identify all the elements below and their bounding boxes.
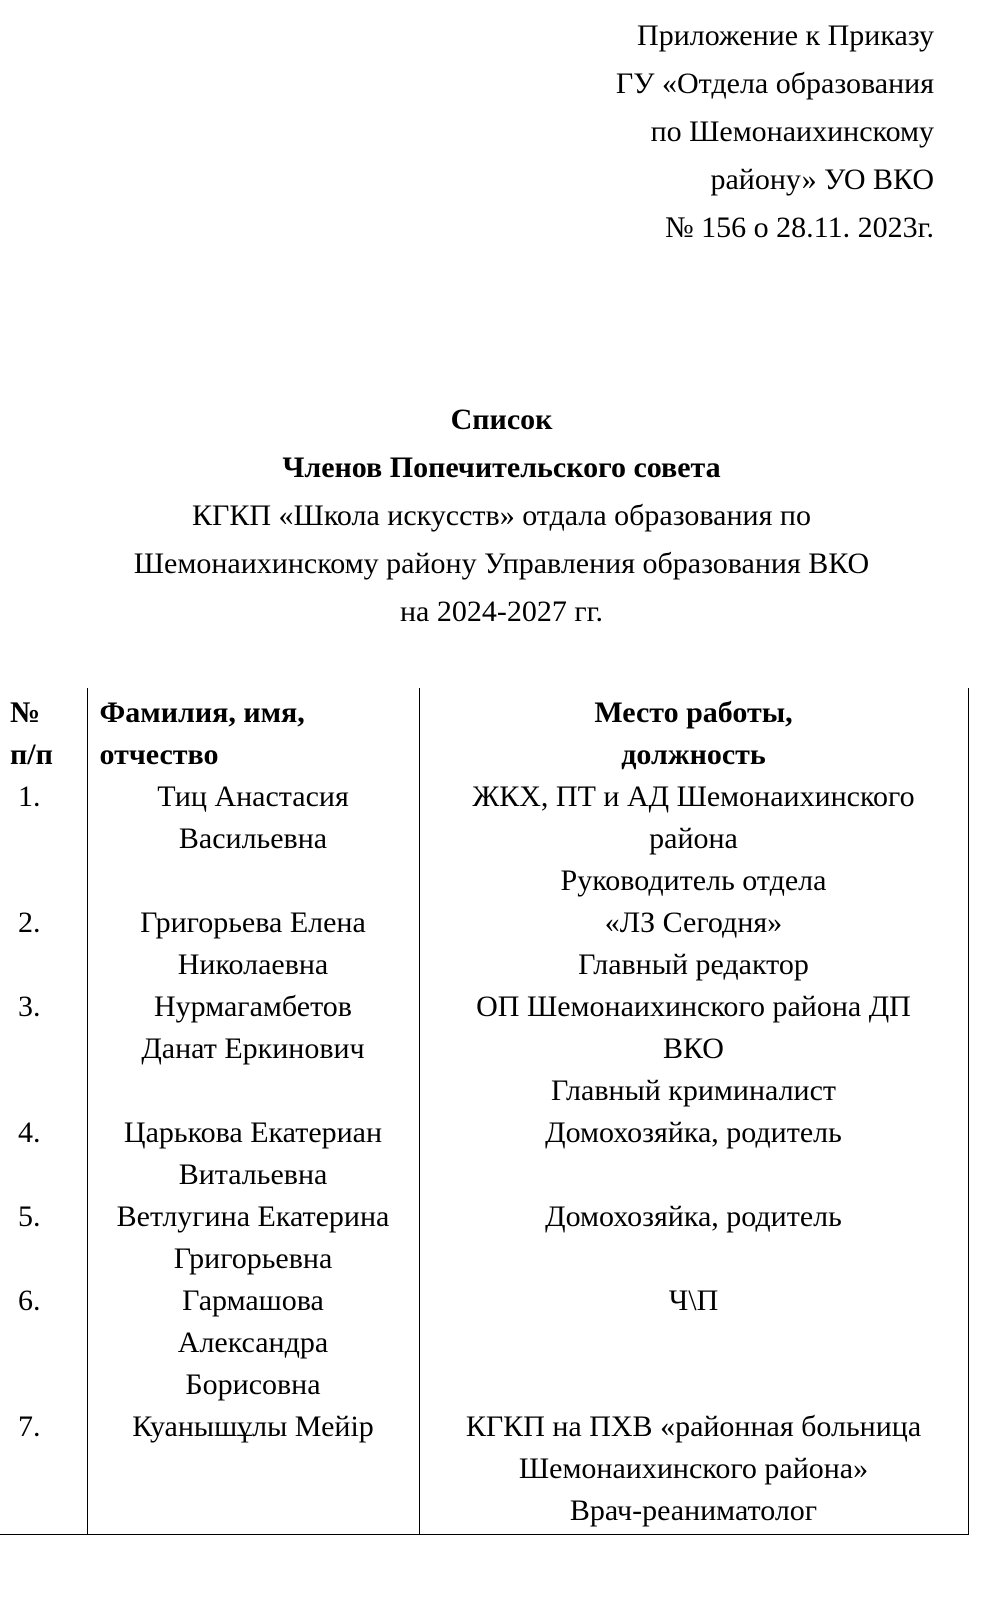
row-number: 1. bbox=[0, 776, 87, 902]
members-table bbox=[0, 688, 969, 1535]
name-line: Николаевна bbox=[177, 948, 329, 981]
title-line: Список bbox=[450, 403, 553, 436]
member-name bbox=[87, 986, 419, 1112]
name-line: Александра bbox=[177, 1326, 329, 1359]
member-name bbox=[87, 776, 419, 902]
table-row bbox=[0, 902, 968, 986]
table-row bbox=[0, 986, 968, 1112]
workplace-line: Домохозяйка, родитель bbox=[545, 1116, 842, 1149]
header-text: отчество bbox=[99, 738, 219, 771]
table-row bbox=[0, 1406, 968, 1535]
table-row bbox=[0, 776, 968, 902]
workplace-line: Главный редактор bbox=[578, 948, 809, 981]
workplace-line: Ч\П bbox=[668, 1284, 719, 1317]
header-num bbox=[0, 688, 87, 776]
member-workplace bbox=[419, 1196, 968, 1280]
name-line: Борисовна bbox=[185, 1368, 321, 1401]
subtitle-line: КГКП «Школа искусств» отдала образования по bbox=[192, 499, 811, 532]
workplace-line: Главный криминалист bbox=[550, 1074, 837, 1107]
name-line: Тиц Анастасия bbox=[157, 780, 349, 813]
header-name bbox=[87, 688, 419, 776]
approval-block bbox=[616, 12, 934, 252]
header-text: № bbox=[10, 696, 41, 729]
member-workplace bbox=[419, 776, 968, 902]
workplace-line: Врач-реаниматолог bbox=[569, 1494, 818, 1527]
table-header-row bbox=[0, 688, 968, 776]
name-line: Григорьева Елена bbox=[140, 906, 366, 939]
table-row bbox=[0, 1196, 968, 1280]
member-name bbox=[87, 1280, 419, 1406]
header-text: п/п bbox=[10, 738, 53, 771]
workplace-line: Шемонаихинского района» bbox=[518, 1452, 869, 1485]
row-number: 4. bbox=[0, 1112, 87, 1196]
workplace-line: «ЛЗ Сегодня» bbox=[604, 906, 783, 939]
approval-line: по Шемонаихинскому bbox=[650, 115, 934, 148]
header-text: должность bbox=[621, 738, 766, 771]
title-line: Членов Попечительского совета bbox=[282, 451, 721, 484]
name-line: Гармашова bbox=[182, 1284, 324, 1317]
member-workplace bbox=[419, 1406, 968, 1535]
name-line: Царькова Екатериан bbox=[123, 1116, 383, 1149]
workplace-line: Домохозяйка, родитель bbox=[545, 1200, 842, 1233]
subtitle-line: Шемонаихинскому району Управления образования ВКО bbox=[133, 547, 870, 580]
name-line: Данат Еркинович bbox=[141, 1032, 365, 1065]
row-number: 6. bbox=[0, 1280, 87, 1406]
member-name bbox=[87, 1112, 419, 1196]
document-title bbox=[0, 396, 1003, 636]
subtitle-line: на 2024-2027 гг. bbox=[399, 595, 604, 628]
row-number: 5. bbox=[0, 1196, 87, 1280]
table-row bbox=[0, 1112, 968, 1196]
member-workplace bbox=[419, 1112, 968, 1196]
name-line: Нурмагамбетов bbox=[154, 990, 352, 1023]
member-workplace bbox=[419, 1280, 968, 1406]
header-place bbox=[419, 688, 968, 776]
name-line: Ветлугина Екатерина bbox=[116, 1200, 390, 1233]
approval-line: ГУ «Отдела образования bbox=[615, 67, 934, 100]
workplace-line: ОП Шемонаихинского района ДП bbox=[476, 990, 911, 1023]
workplace-line: Руководитель отдела bbox=[560, 864, 827, 897]
table-row bbox=[0, 1280, 968, 1406]
member-workplace bbox=[419, 986, 968, 1112]
row-number: 7. bbox=[0, 1406, 87, 1535]
workplace-line: ВКО bbox=[663, 1032, 724, 1065]
member-name bbox=[87, 902, 419, 986]
workplace-line: района bbox=[649, 822, 738, 855]
approval-line: району» УО ВКО bbox=[710, 163, 934, 196]
row-number: 2. bbox=[0, 902, 87, 986]
header-text: Фамилия, имя, bbox=[99, 696, 305, 729]
header-text: Место работы, bbox=[594, 696, 793, 729]
row-number: 3. bbox=[0, 986, 87, 1112]
name-line: Васильевна bbox=[178, 822, 328, 855]
member-workplace bbox=[419, 902, 968, 986]
approval-line: № 156 о 28.11. 2023г. bbox=[665, 211, 934, 244]
name-line: Витальевна bbox=[178, 1158, 328, 1191]
workplace-line: ЖКХ, ПТ и АД Шемонаихинского bbox=[472, 780, 915, 813]
name-line: Григорьевна bbox=[173, 1242, 333, 1275]
member-name bbox=[87, 1196, 419, 1280]
workplace-line: КГКП на ПХВ «районная больница bbox=[465, 1410, 922, 1443]
name-line: Куанышұлы Мейір bbox=[132, 1410, 374, 1443]
table-body bbox=[0, 776, 968, 1535]
approval-line: Приложение к Приказу bbox=[637, 19, 934, 52]
member-name bbox=[87, 1406, 419, 1535]
